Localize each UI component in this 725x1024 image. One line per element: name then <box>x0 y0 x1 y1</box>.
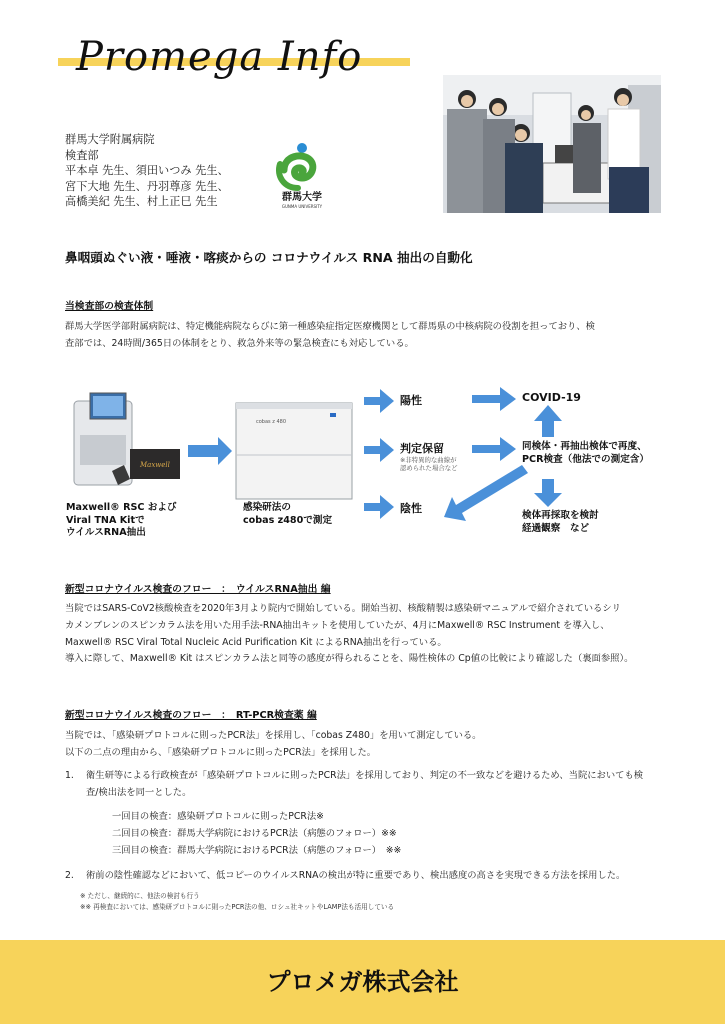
svg-text:Maxwell: Maxwell <box>140 461 170 469</box>
result-negative: 陰性 <box>400 502 422 515</box>
arrow-pending-to-retest <box>472 437 516 461</box>
test-sequence-item: 一回目の検査：感染研プロトコルに則ったPCR法※ <box>112 811 324 822</box>
test-sequence-item: 三回目の検査：群馬大学病院におけるPCR法（病態のフォロー） ※※ <box>112 844 402 856</box>
recollect-line: 経過観察 など <box>522 522 590 534</box>
arrow-to-pending <box>364 438 394 462</box>
affiliation-block <box>65 132 229 210</box>
logo-name-jp: 群馬大学 <box>282 192 322 203</box>
maxwell-instrument-image <box>74 393 180 485</box>
section-body-rna-extraction <box>65 601 633 668</box>
arrow-retest-to-negative <box>444 465 528 521</box>
caption-line: Viral TNA Kitで <box>66 514 145 526</box>
paragraph-line: 導入に際して、Maxwell® Kit はスピンカラム法と同等の感度が得られることを、陽性検体の Cp値の比較により確認した（裏面参照）。 <box>65 653 634 665</box>
cobas-caption <box>243 502 332 527</box>
test-sequence-item: 二回目の検査：群馬大学病院におけるPCR法（病態のフォロー）※※ <box>112 827 397 839</box>
recollect-box <box>522 510 599 535</box>
arrow-retest-to-recollect <box>534 479 562 507</box>
affiliation-line: 検査部 <box>65 148 99 162</box>
arrow-to-positive <box>364 389 394 413</box>
affiliation-line: 群馬大学附属病院 <box>65 133 155 146</box>
list-number-1: 1. <box>65 770 74 781</box>
caption-line: ウイルスRNA抽出 <box>66 527 146 538</box>
section-title-rna-extraction: 新型コロナウイルス検査のフロー ： ウイルスRNA抽出 編 <box>65 584 331 595</box>
maxwell-caption <box>66 502 177 540</box>
affiliation-line: 宮下大地 先生、丹羽尊彦 先生、 <box>65 179 229 193</box>
company-name: プロメガ株式会社 <box>266 968 459 996</box>
list-item-2: 術前の陰性確認などにおいて、低コピーのウイルスRNAの検出が特に重要であり、検出感度の高さを実現できる方法を採用した。 <box>86 870 626 881</box>
section-title-rt-pcr: 新型コロナウイルス検査のフロー ： RT-PCR検査薬 編 <box>65 710 317 721</box>
pending-note <box>400 456 458 472</box>
paragraph-line: カメンブレンのスピンカラム法を用いた用手法-RNA抽出キットを使用していたが、4月にMaxwell® RSC Instrument を導入し、 <box>65 619 610 631</box>
team-photo <box>443 75 661 213</box>
arrow-to-negative <box>364 495 394 519</box>
arrow-positive-to-covid <box>472 387 516 411</box>
result-pending: 判定保留 <box>400 442 444 455</box>
retest-box <box>522 441 649 466</box>
arrow-extract-to-pcr <box>188 437 232 465</box>
note-line: ※非特異的な曲線が <box>400 456 457 464</box>
paragraph-line: 当院ではSARS-CoV2核酸検査を2020年3月より院内で開始している。開始当初、核酸精製は感染研マニュアルで紹介されているシリ <box>65 603 621 614</box>
section-title-testing-system: 当検査部の検査体制 <box>65 301 154 312</box>
list-item-1 <box>86 768 643 802</box>
result-covid: COVID-19 <box>522 391 581 404</box>
paragraph-line: 当院では、「感染研プロトコルに則ったPCR法」を採用し、「cobas Z480」を用いて測定している。 <box>65 730 482 741</box>
recollect-line: 検体再採取を検討 <box>522 510 599 521</box>
retest-line: PCR検査（他法での測定含） <box>522 453 649 465</box>
logo-name-en: GUNMA UNIVERSITY <box>281 204 323 209</box>
retest-line: 同検体・再抽出検体で再度、 <box>522 441 647 452</box>
paragraph-line: 群馬大学医学部附属病院は、特定機能病院ならびに第一種感染症指定医療機関として群馬県の中核病院の役割を担っており、検 <box>65 321 595 332</box>
section-intro-rt-pcr <box>65 728 481 762</box>
list-item-line: 衛生研等による行政検査が「感染研プロトコルに則ったPCR法」を採用しており、判定の不一致などを避けるため、当院においても検 <box>86 770 644 781</box>
page-title: Promega Info <box>76 34 363 80</box>
article-headline: 鼻咽頭ぬぐい液・唾液・喀痰からの コロナウイルス RNA 抽出の自動化 <box>65 250 473 265</box>
paragraph-line: 査部では、24時間/365日の体制をとり、救急外来等の緊急検査にも対応している。 <box>65 337 414 349</box>
footnote: ※※ 再検査においては、感染研プロトコルに則ったPCR法の他、ロシュ社キットやLAMP法も活用している <box>80 902 395 911</box>
cobas-device-label: cobas z 480 <box>256 419 286 425</box>
list-item-line: 査/検出法を同一とした。 <box>86 786 192 798</box>
footnotes <box>80 891 394 912</box>
affiliation-line: 平本卓 先生、須田いつみ 先生、 <box>65 164 229 177</box>
section-body-testing-system <box>65 319 595 353</box>
caption-line: Maxwell® RSC および <box>66 502 177 513</box>
arrow-retest-to-covid <box>534 405 562 437</box>
caption-line: cobas z480で測定 <box>243 514 333 526</box>
footnote: ※ ただし、継続的に、他法の検討も行う <box>80 892 200 900</box>
gunma-university-logo <box>272 138 332 210</box>
cobas-instrument-image <box>236 403 352 499</box>
note-line: 認められた場合など <box>400 464 458 472</box>
affiliation-line: 高橋美紀 先生、村上正巳 先生 <box>65 195 218 208</box>
paragraph-line: 以下の二点の理由から、「感染研プロトコルに則ったPCR法」を採用した。 <box>65 746 377 758</box>
paragraph-line: Maxwell® RSC Viral Total Nucleic Acid Purification Kit によるRNA抽出を行っている。 <box>65 636 447 648</box>
test-sequence-list <box>112 809 401 859</box>
result-positive: 陽性 <box>400 394 422 407</box>
caption-line: 感染研法の <box>243 502 291 513</box>
list-number-2: 2. <box>65 870 74 881</box>
